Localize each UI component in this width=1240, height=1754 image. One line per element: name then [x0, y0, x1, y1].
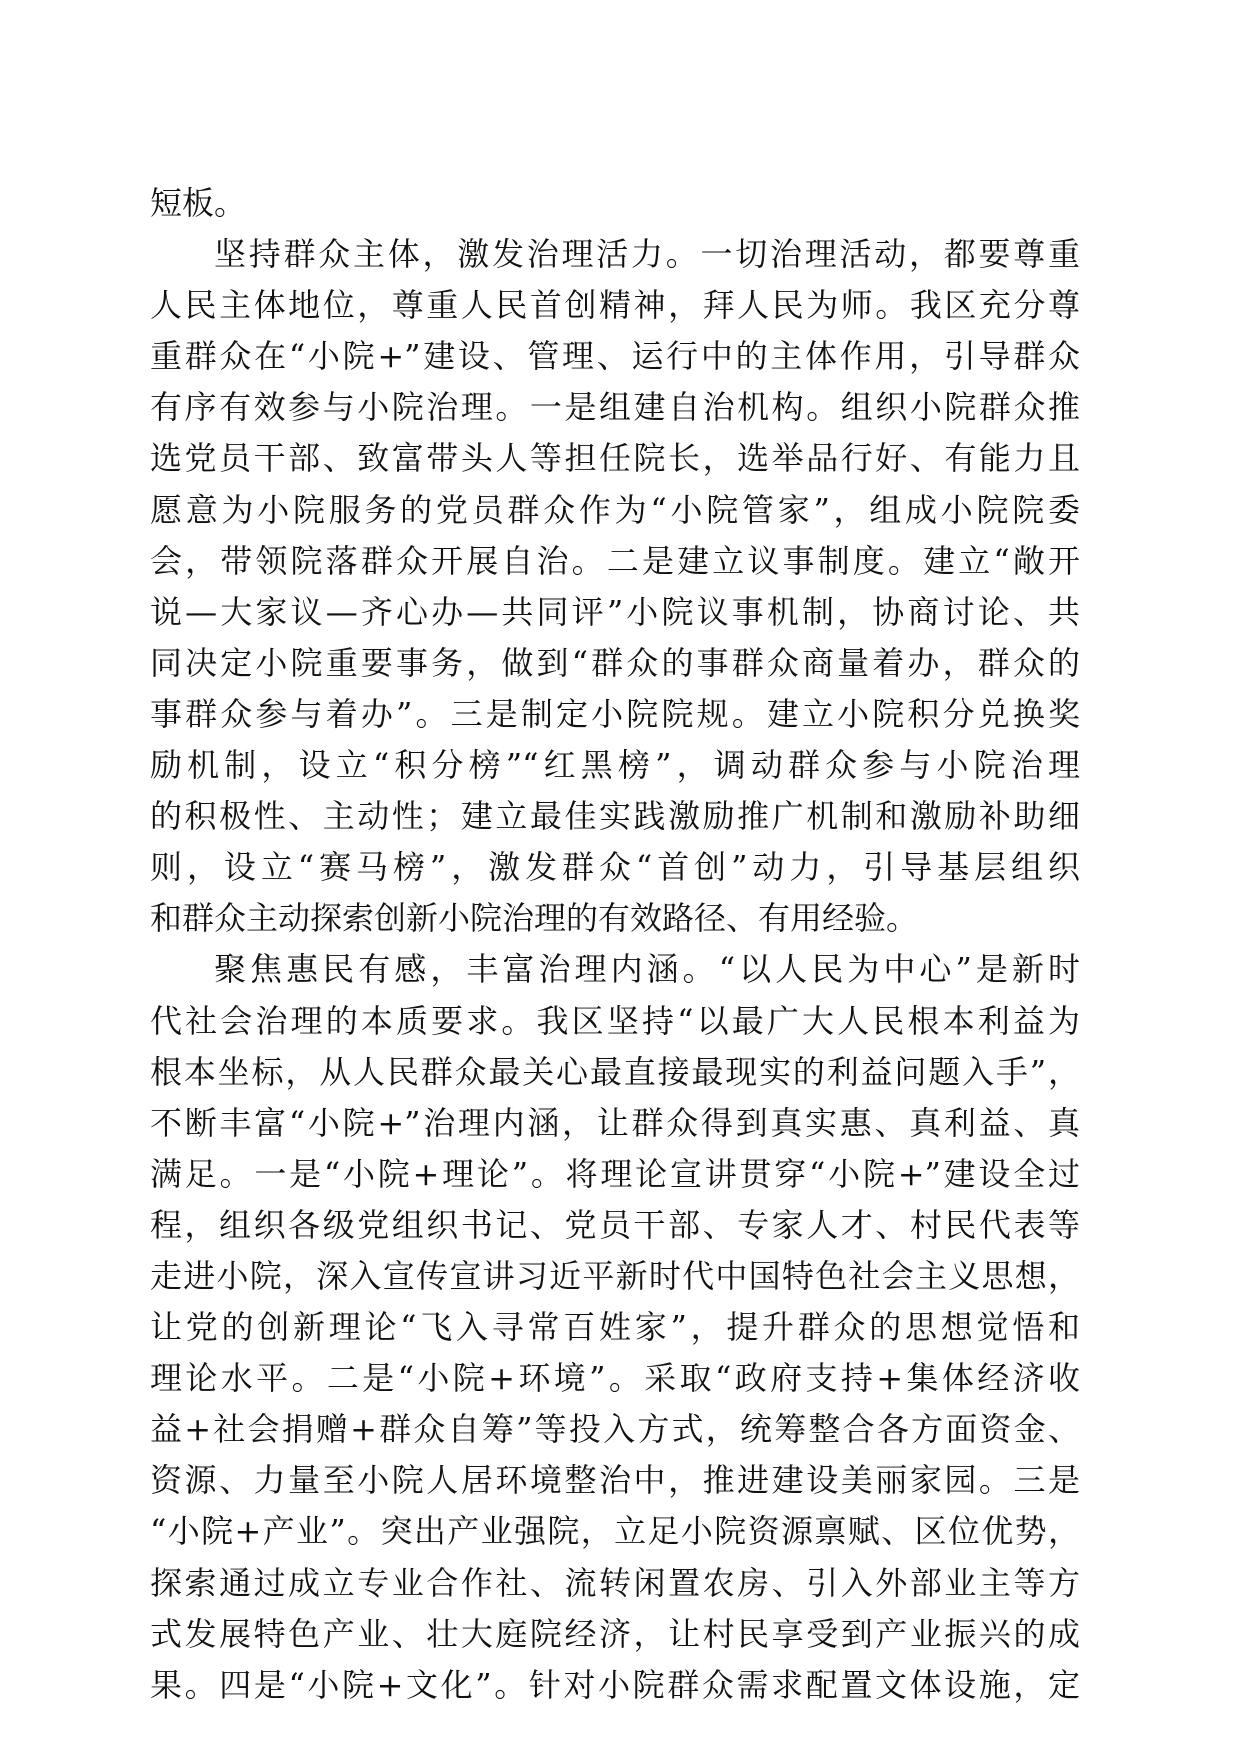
text-line: 人民主体地位，尊重人民首创精神，拜人民为师。我区充分尊 — [150, 286, 1080, 325]
text-line: 愿意为小院服务的党员群众作为“小院管家”，组成小院院委 — [150, 490, 1080, 529]
text-line: 让党的创新理论“飞入寻常百姓家”，提升群众的思想觉悟和 — [150, 1308, 1080, 1347]
text-line: 同决定小院重要事务，做到“群众的事群众商量着办，群众的 — [150, 643, 1080, 682]
text-line: 短板。 — [150, 184, 247, 222]
text-line: 果。四是“小院+文化”。针对小院群众需求配置文体设施，定 — [150, 1665, 1080, 1704]
body-text — [150, 178, 1080, 1711]
text-line: 满足。一是“小院+理论”。将理论宣讲贯穿“小院+”建设全过 — [150, 1154, 1080, 1193]
text-line: 有序有效参与小院治理。一是组建自治机构。组织小院群众推 — [150, 388, 1080, 427]
text-line: 则，设立“赛马榜”，激发群众“首创”动力，引导基层组织 — [150, 848, 1080, 887]
text-line: 励机制，设立“积分榜”“红黑榜”，调动群众参与小院治理 — [150, 746, 1080, 785]
text-line: 聚焦惠民有感，丰富治理内涵。“以人民为中心”是新时 — [214, 950, 1080, 989]
text-line: 坚持群众主体，激发治理活力。一切治理活动，都要尊重 — [214, 235, 1080, 274]
text-line: 走进小院，深入宣传宣讲习近平新时代中国特色社会主义思想， — [150, 1256, 1080, 1295]
text-line: 资源、力量至小院人居环境整治中，推进建设美丽家园。三是 — [150, 1461, 1080, 1500]
text-line: 事群众参与着办”。三是制定小院院规。建立小院积分兑换奖 — [150, 694, 1080, 733]
text-line: 程，组织各级党组织书记、党员干部、专家人才、村民代表等 — [150, 1205, 1080, 1244]
text-line: 重群众在“小院+”建设、管理、运行中的主体作用，引导群众 — [150, 337, 1080, 376]
text-line: 式发展特色产业、壮大庭院经济，让村民享受到产业振兴的成 — [150, 1614, 1080, 1653]
text-line: 选党员干部、致富带头人等担任院长，选举品行好、有能力且 — [150, 439, 1080, 478]
text-line: 理论水平。二是“小院+环境”。采取“政府支持+集体经济收 — [150, 1359, 1080, 1398]
text-line: 益+社会捐赠+群众自筹”等投入方式，统筹整合各方面资金、 — [150, 1410, 1080, 1449]
text-line: 根本坐标，从人民群众最关心最直接最现实的利益问题入手”， — [150, 1052, 1080, 1091]
text-line: “小院+产业”。突出产业强院，立足小院资源禀赋、区位优势， — [150, 1512, 1080, 1551]
text-line: 代社会治理的本质要求。我区坚持“以最广大人民根本利益为 — [150, 1001, 1080, 1040]
text-line: 的积极性、主动性；建立最佳实践激励推广机制和激励补助细 — [150, 797, 1080, 836]
text-line: 探索通过成立专业合作社、流转闲置农房、引入外部业主等方 — [150, 1563, 1080, 1602]
text-line: 会，带领院落群众开展自治。二是建立议事制度。建立“敞开 — [150, 541, 1080, 580]
text-line: 说—大家议—齐心办—共同评”小院议事机制，协商讨论、共 — [150, 592, 1080, 631]
text-line: 不断丰富“小院+”治理内涵，让群众得到真实惠、真利益、真 — [150, 1103, 1080, 1142]
text-line: 和群众主动探索创新小院治理的有效路径、有用经验。 — [150, 899, 919, 938]
